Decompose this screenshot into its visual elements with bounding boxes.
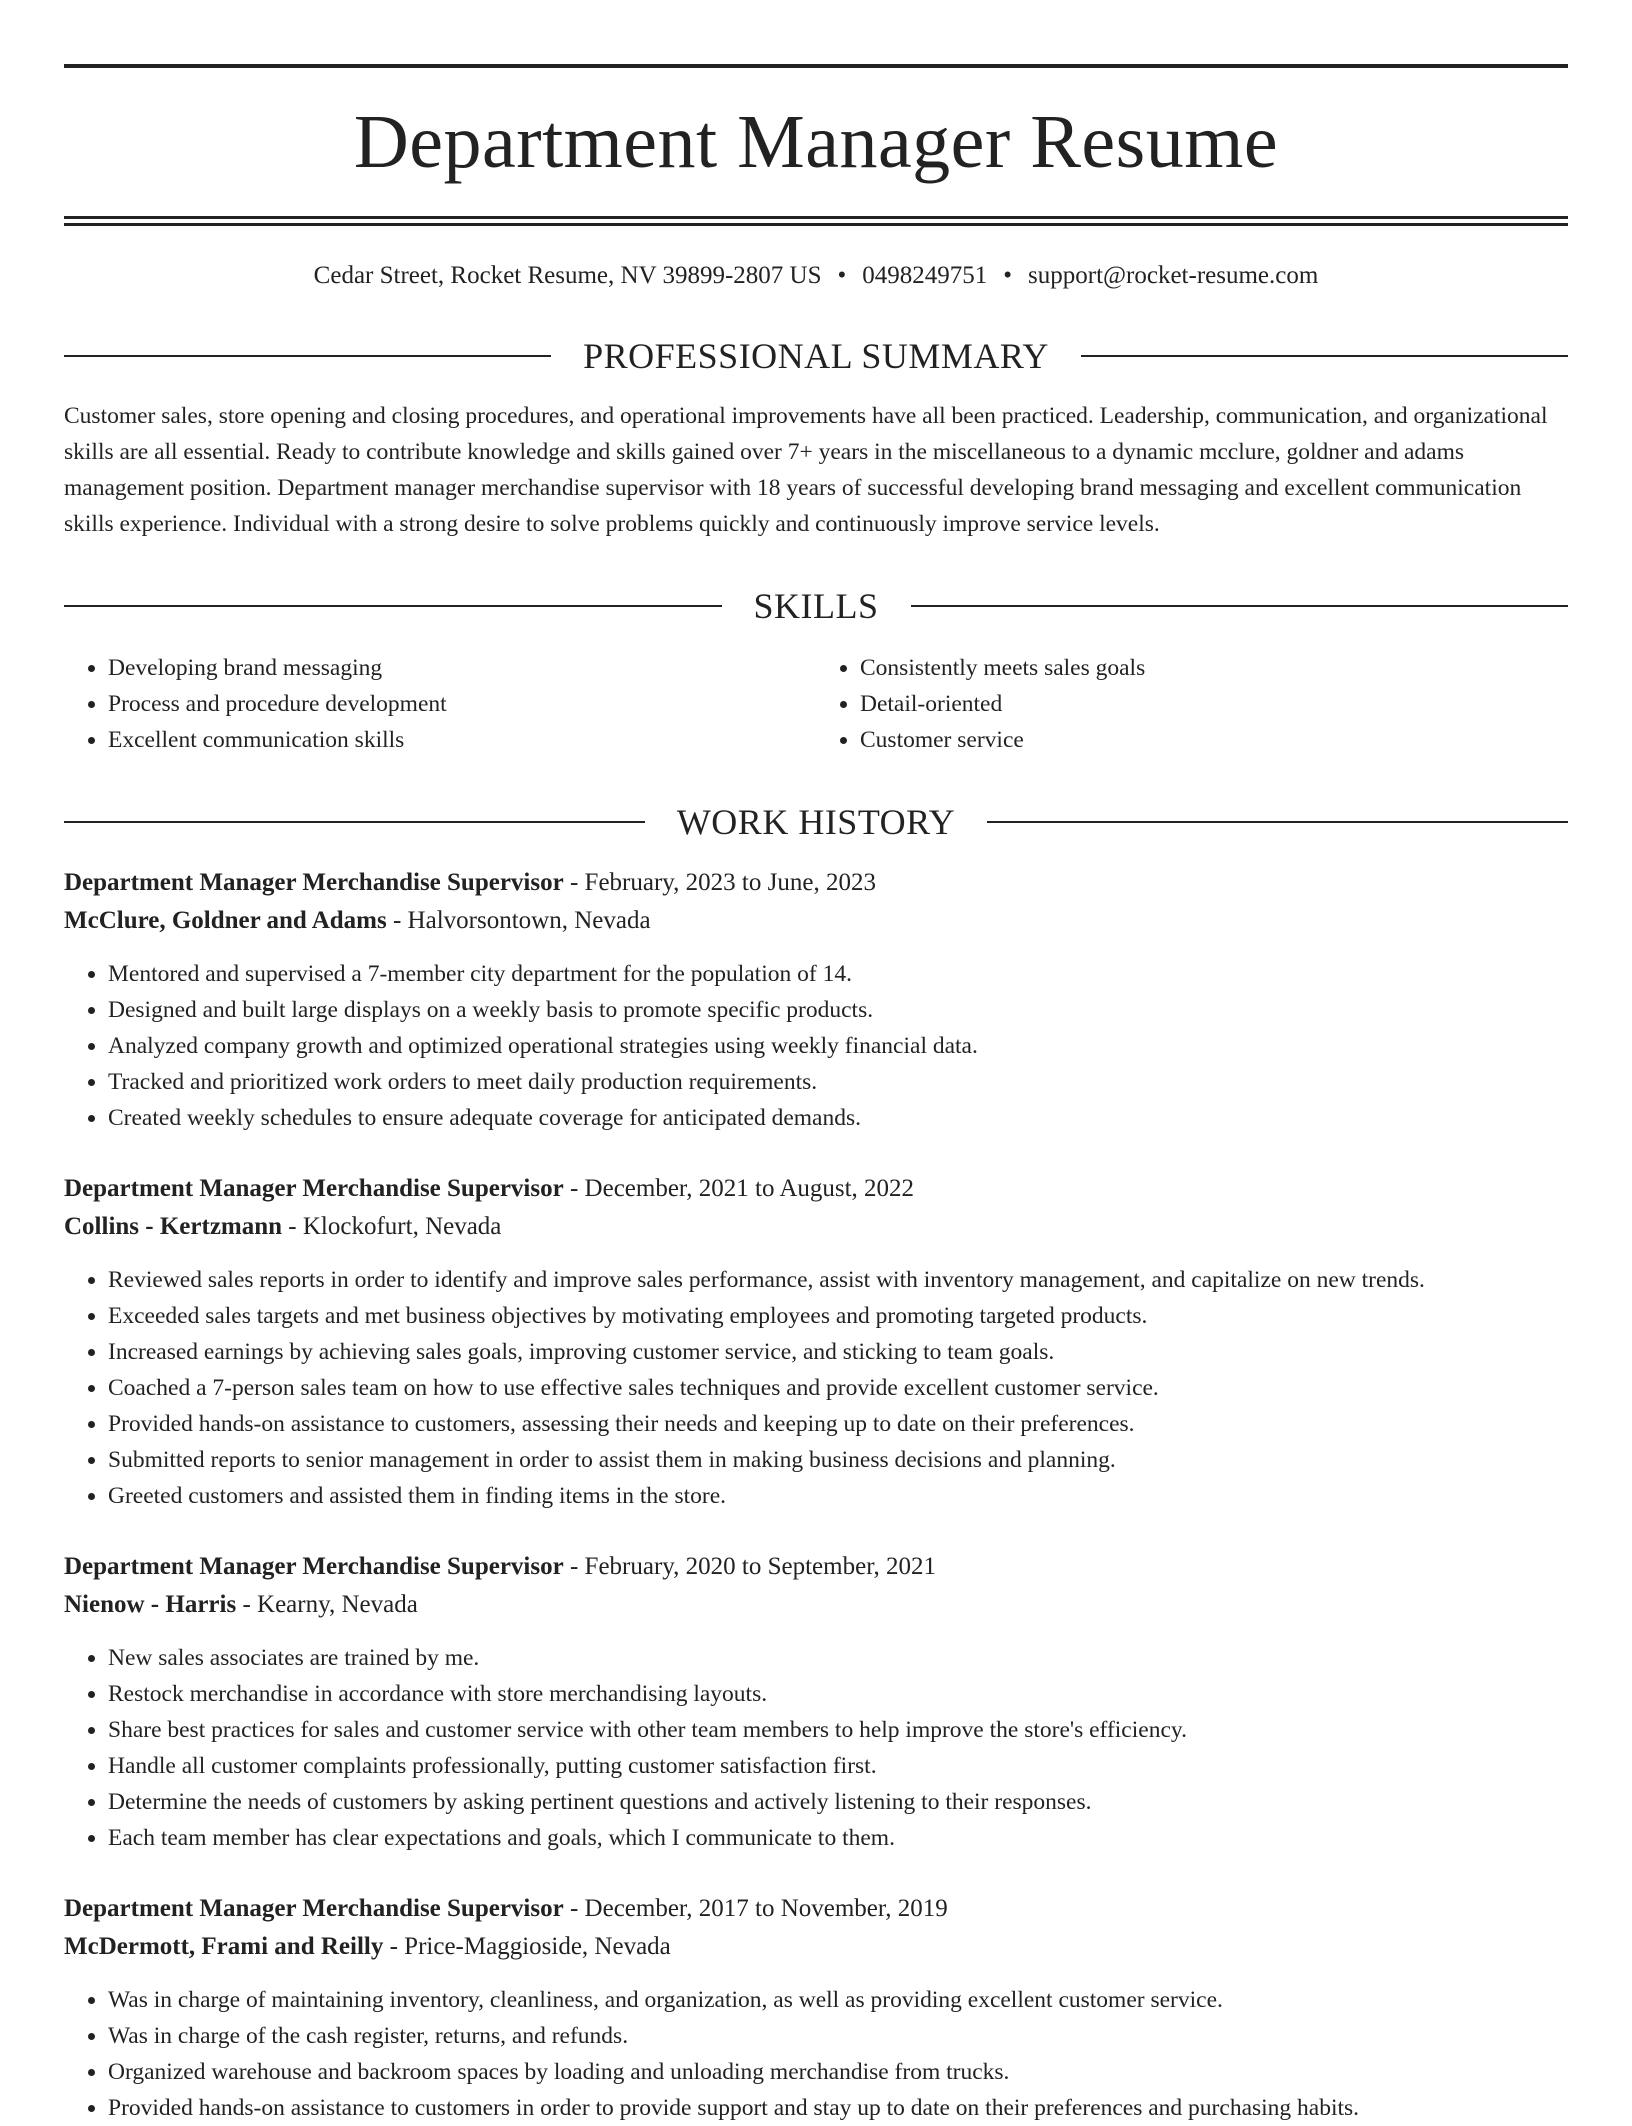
job-bullets [64,1982,1568,2126]
work-heading: WORK HISTORY [676,802,956,842]
summary-text: Customer sales, store opening and closing procedures, and operational improvements have all been practiced. Leadership, communication, and organizational skills are all essential. Ready to contribute knowledge and skills gained over 7+ years in the miscellaneous to a dynamic mcclure, goldner and adams management position. Department manager merchandise supervisor with 18 years of successful developing brand messaging and excellent communication skills experience. Individual with a strong desire to solve problems quickly and continuously improve service levels. [64,403,1548,537]
job-dates: - February, 2020 to September, 2021 [563,1553,937,1580]
job-bullet: • Organized warehouse and backroom spaces by loading and unloading merchandise from trucks. [108,2054,1568,2090]
job-entry [64,1890,1568,2126]
heading-rule-right [1081,355,1568,357]
heading-rule-left [64,821,645,823]
job-dates: - December, 2017 to November, 2019 [563,1895,948,1922]
job-bullet: • Determine the needs of customers by asking pertinent questions and actively listening to their responses. [108,1784,1568,1820]
summary-heading: PROFESSIONAL SUMMARY [583,336,1049,376]
job-title: Department Manager Merchandise Supervisor [64,1175,564,1202]
job-location: - Klockofurt, Nevada [282,1213,502,1240]
job-bullet: • Reviewed sales reports in order to identify and improve sales performance, assist with inventory management, and capitalize on new trends. [108,1262,1568,1298]
job-bullet: • Each team member has clear expectations and goals, which I communicate to them. [108,1820,1568,1856]
contact-separator: • [1003,262,1013,289]
job-company-line [64,1928,1568,1966]
job-title: Department Manager Merchandise Supervisor [64,1553,564,1580]
job-bullet: • Increased earnings by achieving sales goals, improving customer service, and sticking to team goals. [108,1334,1568,1370]
job-location: - Kearny, Nevada [236,1591,418,1618]
skill-item: • Developing brand messaging [108,650,816,686]
job-bullet: • Coached a 7-person sales team on how to use effective sales techniques and provide excellent customer service. [108,1370,1568,1406]
job-bullet: • Share best practices for sales and customer service with other team members to help improve the store's efficiency. [108,1712,1568,1748]
job-bullet: • Greeted customers and assisted them in finding items in the store. [108,1478,1568,1514]
page-title: Department Manager Resume [353,100,1279,184]
job-company: McDermott, Frami and Reilly [64,1933,384,1960]
heading-rule-right [911,605,1569,607]
job-bullet: • Was in charge of maintaining inventory, cleanliness, and organization, as well as providing excellent customer service. [108,1982,1568,2018]
job-bullet: • Mentored and supervised a 7-member city department for the population of 14. [108,956,1568,992]
heading-rule-left [64,355,551,357]
job-title: Department Manager Merchandise Supervisor [64,1895,564,1922]
job-company-line [64,902,1568,940]
skills-heading: SKILLS [753,586,879,626]
skill-item: • Consistently meets sales goals [860,650,1568,686]
job-entry [64,1548,1568,1856]
top-rule [64,64,1568,68]
job-title-line [64,864,1568,902]
job-company: Collins - Kertzmann [64,1213,283,1240]
resume-page [64,64,1568,2126]
job-dates: - December, 2021 to August, 2022 [563,1175,915,1202]
section-heading-skills [64,586,1568,626]
skill-item: • Customer service [860,722,1568,758]
heading-rule-left [64,605,722,607]
job-bullet: • Provided hands-on assistance to customers in order to provide support and stay up to date on their preferences and purchasing habits. [108,2090,1568,2126]
job-company-line [64,1586,1568,1624]
contact-phone: 0498249751 [862,262,988,289]
job-location: - Price-Maggioside, Nevada [383,1933,671,1960]
heading-rule-right [987,821,1568,823]
skill-item: • Process and procedure development [108,686,816,722]
job-title: Department Manager Merchandise Supervisor [64,869,564,896]
job-bullets [64,956,1568,1136]
job-entry [64,864,1568,1136]
job-bullet: • Analyzed company growth and optimized operational strategies using weekly financial data. [108,1028,1568,1064]
job-bullet: • Tracked and prioritized work orders to meet daily production requirements. [108,1064,1568,1100]
job-bullets [64,1640,1568,1856]
job-bullet: • Designed and built large displays on a weekly basis to promote specific products. [108,992,1568,1028]
skills-column-left [64,650,816,758]
skills-column-right [816,650,1568,758]
contact-separator: • [837,262,847,289]
job-bullet: • Created weekly schedules to ensure adequate coverage for anticipated demands. [108,1100,1568,1136]
job-dates: - February, 2023 to June, 2023 [563,869,876,896]
contact-line [64,260,1568,292]
job-entry [64,1170,1568,1514]
skill-item: • Detail-oriented [860,686,1568,722]
job-bullet: • Was in charge of the cash register, returns, and refunds. [108,2018,1568,2054]
section-heading-work [64,802,1568,842]
job-title-line [64,1548,1568,1586]
job-bullet: • Submitted reports to senior management in order to assist them in making business decisions and planning. [108,1442,1568,1478]
skills-list [64,650,1568,758]
section-heading-summary [64,336,1568,376]
job-location: - Halvorsontown, Nevada [386,907,651,934]
skill-item: • Excellent communication skills [108,722,816,758]
job-bullet: • New sales associates are trained by me. [108,1640,1568,1676]
contact-address: Cedar Street, Rocket Resume, NV 39899-2807 US [313,262,822,289]
job-company: McClure, Goldner and Adams [64,907,387,934]
job-bullet: • Handle all customer complaints professionally, putting customer satisfaction first. [108,1748,1568,1784]
contact-email: support@rocket-resume.com [1028,262,1319,289]
job-bullets [64,1262,1568,1514]
job-bullet: • Restock merchandise in accordance with store merchandising layouts. [108,1676,1568,1712]
job-bullet: • Provided hands-on assistance to customers, assessing their needs and keeping up to date on their preferences. [108,1406,1568,1442]
job-company-line [64,1208,1568,1246]
job-title-line [64,1170,1568,1208]
job-bullet: • Exceeded sales targets and met business objectives by motivating employees and promoting targeted products. [108,1298,1568,1334]
title-double-rule [64,216,1568,226]
job-company: Nienow - Harris [64,1591,237,1618]
job-title-line [64,1890,1568,1928]
